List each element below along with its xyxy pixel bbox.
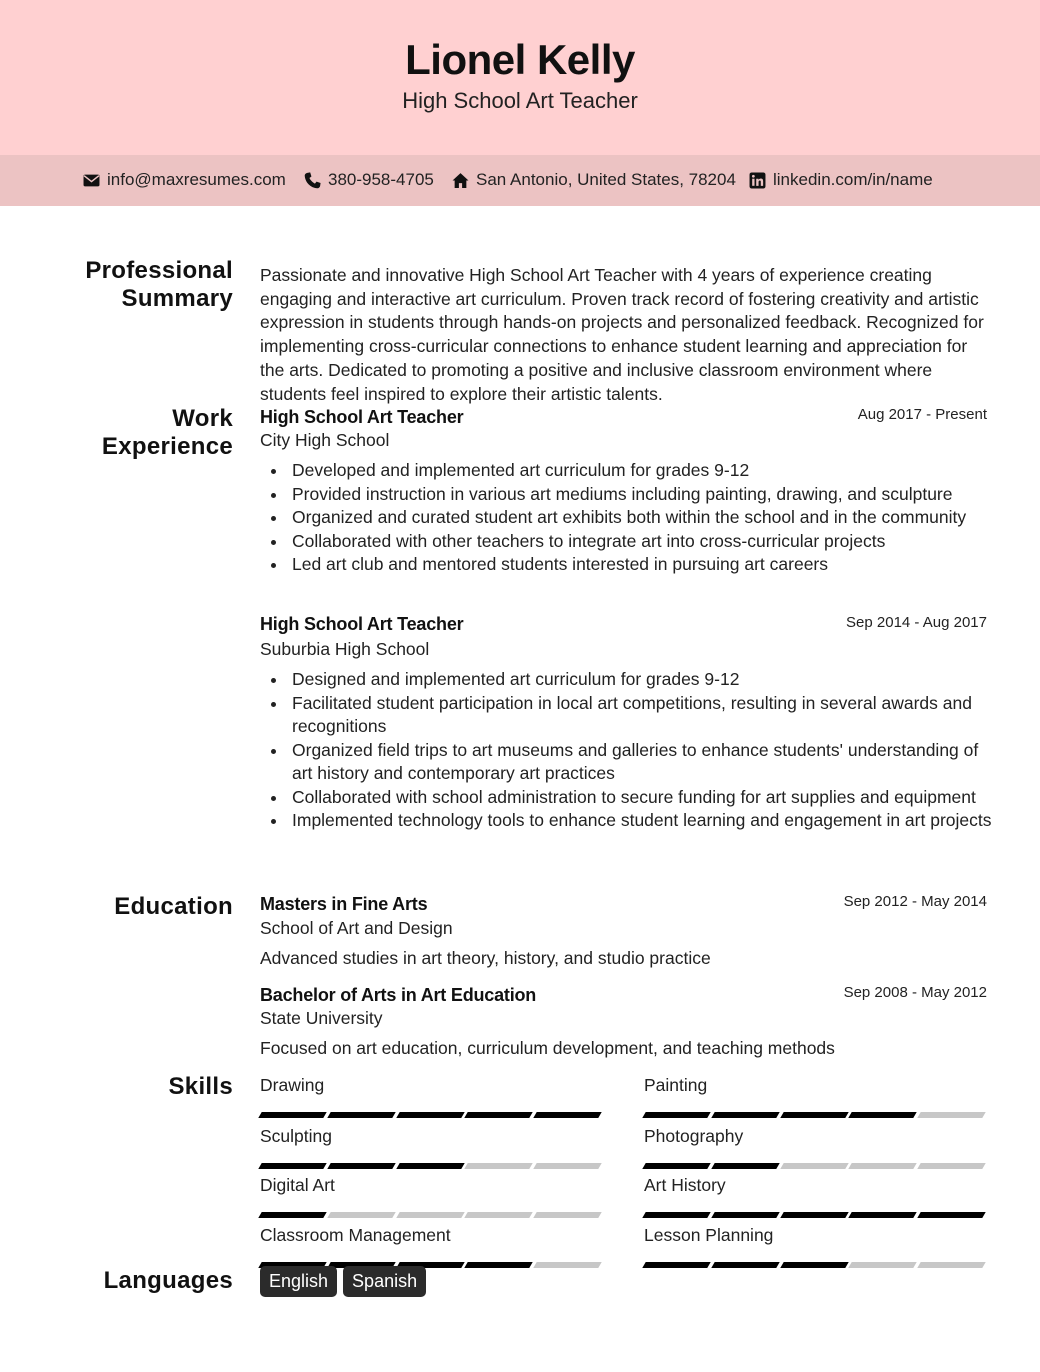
email-text: info@maxresumes.com [107, 170, 286, 189]
skill-segment-filled [642, 1212, 710, 1218]
skill-segment-empty [917, 1163, 985, 1169]
skill-item [260, 1174, 604, 1218]
skill-segment-empty [327, 1212, 395, 1218]
skill-segment-empty [780, 1163, 848, 1169]
list-item: Facilitated student participation in local art competitions, resulting in several awards and recognitions [292, 692, 992, 739]
job-bullets [292, 668, 992, 833]
skill-segment-filled [465, 1262, 533, 1268]
list-item: Collaborated with school administration to secure funding for art supplies and equipment [292, 786, 992, 810]
section-title-skills: Skills [168, 1073, 233, 1100]
skill-level-bar [644, 1212, 988, 1218]
skill-segment-filled [258, 1212, 326, 1218]
contact-location [452, 169, 736, 191]
skill-segment-empty [465, 1212, 533, 1218]
list-item: Designed and implemented art curriculum for grades 9-12 [292, 668, 992, 692]
skill-segment-empty [396, 1212, 464, 1218]
job-employer: Suburbia High School [260, 639, 430, 659]
skill-segment-filled [396, 1112, 464, 1118]
skill-segment-empty [533, 1212, 601, 1218]
skill-segment-filled [711, 1262, 779, 1268]
skill-segment-empty [533, 1262, 601, 1268]
resume-header [0, 0, 1040, 155]
list-item: Developed and implemented art curriculum for grades 9-12 [292, 459, 992, 483]
degree-title: Masters in Fine Arts [260, 894, 428, 914]
job-employer: City High School [260, 430, 390, 450]
skill-item [260, 1125, 604, 1169]
skill-segment-filled [533, 1112, 601, 1118]
section-title-line: Work [172, 405, 233, 432]
skill-segment-filled [849, 1112, 917, 1118]
skill-segment-filled [849, 1212, 917, 1218]
language-badge: Spanish [343, 1266, 426, 1297]
linkedin-text: linkedin.com/in/name [773, 170, 933, 189]
degree-description: Advanced studies in art theory, history, and studio practice [260, 948, 711, 968]
skill-name: Painting [644, 1075, 708, 1095]
skill-name: Sculpting [260, 1126, 332, 1146]
skill-segment-empty [917, 1262, 985, 1268]
skill-segment-empty [533, 1163, 601, 1169]
skill-segment-empty [917, 1112, 985, 1118]
skill-item [644, 1125, 988, 1169]
skill-segment-empty [849, 1262, 917, 1268]
skill-level-bar [260, 1112, 604, 1118]
degree-title: Bachelor of Arts in Art Education [260, 985, 537, 1005]
skill-level-bar [644, 1163, 988, 1169]
section-title-education: Education [114, 893, 233, 920]
skill-segment-filled [327, 1112, 395, 1118]
degree-description: Focused on art education, curriculum development, and teaching methods [260, 1038, 835, 1058]
degree-dates: Sep 2008 - May 2012 [843, 984, 987, 1001]
job-title: High School Art Teacher [260, 407, 464, 427]
language-badges [260, 1266, 426, 1297]
skill-segment-filled [642, 1262, 710, 1268]
skill-item [260, 1224, 604, 1268]
school-name: State University [260, 1008, 383, 1028]
skill-item [644, 1074, 988, 1118]
skill-level-bar [644, 1112, 988, 1118]
skill-segment-filled [780, 1112, 848, 1118]
skill-name: Digital Art [260, 1175, 335, 1195]
location-text: San Antonio, United States, 78204 [476, 170, 736, 189]
phone-icon [304, 172, 321, 189]
skill-segment-filled [917, 1212, 985, 1218]
section-title-summary [85, 257, 233, 313]
degree-dates: Sep 2012 - May 2014 [843, 893, 987, 910]
skill-level-bar [644, 1262, 988, 1268]
job-dates: Aug 2017 - Present [857, 406, 987, 423]
candidate-name: Lionel Kelly [405, 36, 635, 83]
skill-level-bar [260, 1212, 604, 1218]
skill-segment-filled [642, 1163, 710, 1169]
skill-item [644, 1224, 988, 1268]
phone-text: 380-958-4705 [328, 170, 434, 189]
list-item: Led art club and mentored students interested in pursuing art careers [292, 553, 992, 577]
skill-level-bar [260, 1163, 604, 1169]
skill-name: Classroom Management [260, 1225, 451, 1245]
skill-segment-filled [711, 1212, 779, 1218]
job-dates: Sep 2014 - Aug 2017 [846, 614, 987, 631]
home-icon [452, 172, 469, 189]
section-title-line: Summary [121, 285, 233, 312]
skill-segment-filled [258, 1112, 326, 1118]
job-title: High School Art Teacher [260, 614, 464, 634]
skill-segment-filled [711, 1163, 779, 1169]
list-item: Collaborated with other teachers to integrate art into cross-curricular projects [292, 530, 992, 554]
contact-phone[interactable] [304, 169, 434, 191]
candidate-title: High School Art Teacher [402, 88, 638, 113]
skill-segment-filled [258, 1163, 326, 1169]
skill-segment-filled [642, 1112, 710, 1118]
skill-segment-filled [327, 1163, 395, 1169]
skill-item [644, 1174, 988, 1218]
linkedin-icon [749, 172, 766, 189]
contact-bar [0, 155, 1040, 206]
contact-email[interactable] [83, 169, 286, 191]
language-badge: English [260, 1266, 337, 1297]
job-bullets [292, 459, 992, 577]
skill-item [260, 1074, 604, 1118]
skill-segment-empty [465, 1163, 533, 1169]
list-item: Implemented technology tools to enhance student learning and engagement in art projects [292, 809, 992, 833]
envelope-icon [83, 172, 100, 189]
skill-segment-empty [849, 1163, 917, 1169]
list-item: Organized field trips to art museums and galleries to enhance students' understanding of art history and contemporary art practices [292, 739, 992, 786]
skill-segment-filled [780, 1262, 848, 1268]
section-title-languages: Languages [103, 1267, 233, 1294]
skill-segment-filled [711, 1112, 779, 1118]
skill-name: Art History [644, 1175, 726, 1195]
section-title-experience [102, 405, 233, 461]
school-name: School of Art and Design [260, 918, 453, 938]
skill-segment-filled [780, 1212, 848, 1218]
section-title-line: Experience [101, 433, 233, 460]
skill-segment-filled [465, 1112, 533, 1118]
skill-name: Photography [644, 1126, 744, 1146]
section-title-line: Professional [85, 257, 233, 284]
summary-text: Passionate and innovative High School Art Teacher with 4 years of experience creating engaging and interactive art curriculum. Proven track record of fostering creativity and artistic expression in students through hands-on projects and personalized feedback. Recognized for implementing cross-curricular connections to enhance student learning and appreciation for the arts. Dedicated to promoting a positive and inclusive classroom environment where students feel inspired to explore their artistic talents. [260, 265, 984, 404]
list-item: Organized and curated student art exhibits both within the school and in the community [292, 506, 992, 530]
skill-name: Lesson Planning [644, 1225, 774, 1245]
contact-linkedin[interactable] [749, 169, 933, 191]
skill-name: Drawing [260, 1075, 325, 1095]
skill-segment-filled [396, 1163, 464, 1169]
list-item: Provided instruction in various art mediums including painting, drawing, and sculpture [292, 483, 992, 507]
